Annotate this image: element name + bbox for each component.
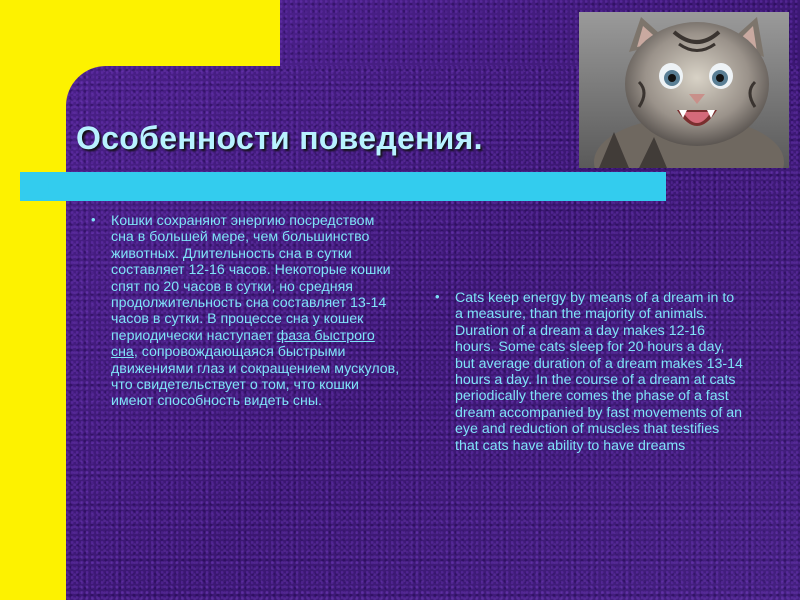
bullet-icon: • [91, 212, 96, 227]
russian-text-part1: Кошки сохраняют энергию посредством сна в большей мере, чем большинство животных. Длительность сна в сутки составляет 12-16 часов. Некоторые кошки спят по 20 часов в сутки, но средняя продолжительность сна составляет 13-14 часов в сутки. В процессе сна у кошек периодически наступает [111, 213, 391, 344]
kitten-photo [579, 12, 789, 168]
bullet-icon: • [435, 289, 440, 304]
russian-text-block [91, 212, 401, 410]
english-text-body: Cats keep energy by means of a dream in to a measure, than the majority of animals. Duration of a dream a day makes 12-16 hours. Some cats sleep for 20 hours a day, but average duration of a dream makes 13-14 hours a day. In the course of a dream at cats periodically there comes the phase of a fast dream accompanied by fast movements of an eye and reduction of muscles that testifies that cats have ability to have dreams [455, 290, 743, 454]
title-underline-bar [20, 172, 666, 201]
english-text-block [435, 289, 745, 454]
slide-title: Особенности поведения. [76, 120, 483, 156]
russian-text-part2: , сопровождающаяся быстрыми движениями глаз и сокращением мускулов, что свидетельствует о том, что кошки имеют способность видеть сны. [111, 344, 400, 410]
kitten-photo-icon [579, 12, 789, 168]
fast-sleep-link[interactable]: фаза быстрого сна [111, 327, 375, 361]
